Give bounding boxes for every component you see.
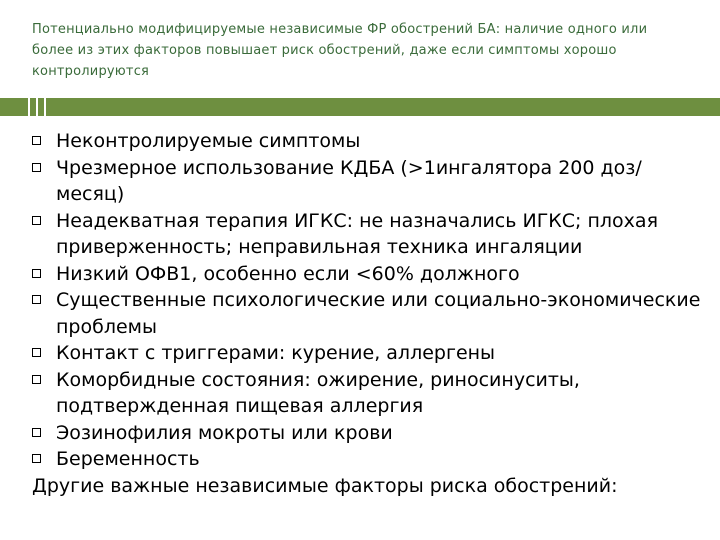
divider-segment bbox=[0, 98, 28, 116]
list-item-text: Беременность bbox=[56, 448, 200, 470]
slide-content bbox=[32, 128, 702, 499]
slide-title: Потенциально модифицируемые независимые ФР обострений БА: наличие одного или более из этих факторов повышает риск обострений, даже если симптомы хорошо контролируются bbox=[32, 22, 648, 79]
list-item bbox=[32, 287, 702, 340]
list-item bbox=[32, 340, 702, 367]
list-item bbox=[32, 155, 702, 208]
square-bullet-icon bbox=[32, 136, 41, 145]
list-item bbox=[32, 208, 702, 261]
title-divider-bar bbox=[0, 98, 720, 116]
risk-factor-list bbox=[32, 128, 702, 473]
list-item-text: Контакт с триггерами: курение, аллергены bbox=[56, 342, 496, 364]
list-item bbox=[32, 367, 702, 420]
list-item-text: Существенные психологические или социально-экономические проблемы bbox=[56, 289, 701, 338]
square-bullet-icon bbox=[32, 428, 41, 437]
list-item-text: Чрезмерное использование КДБА (>1ингалятора 200 доз/месяц) bbox=[56, 156, 642, 205]
square-bullet-icon bbox=[32, 216, 41, 225]
list-item-text: Эозинофилия мокроты или крови bbox=[56, 421, 393, 444]
divider-segment bbox=[46, 98, 720, 116]
square-bullet-icon bbox=[32, 454, 41, 463]
divider-segment bbox=[38, 98, 44, 116]
list-item-text: Низкий ОФВ1, особенно если <60% должного bbox=[56, 262, 520, 285]
list-item bbox=[32, 261, 702, 288]
square-bullet-icon bbox=[32, 295, 41, 304]
square-bullet-icon bbox=[32, 348, 41, 357]
list-item-text: Неадекватная терапия ИГКС: не назначались ИГКС; плохая приверженность; неправильная техника ингаляции bbox=[56, 209, 658, 258]
other-risk-factors-heading: Другие важные независимые факторы риска обострений: bbox=[32, 474, 618, 497]
square-bullet-icon bbox=[32, 269, 41, 278]
square-bullet-icon bbox=[32, 375, 41, 384]
list-item bbox=[32, 446, 702, 473]
list-item bbox=[32, 420, 702, 447]
list-item bbox=[32, 128, 702, 155]
list-item-text: Неконтролируемые симптомы bbox=[56, 130, 361, 152]
list-item-text: Коморбидные состояния: ожирение, риносинуситы, подтвержденная пищевая аллергия bbox=[56, 368, 580, 417]
divider-segment bbox=[30, 98, 36, 116]
square-bullet-icon bbox=[32, 163, 41, 172]
